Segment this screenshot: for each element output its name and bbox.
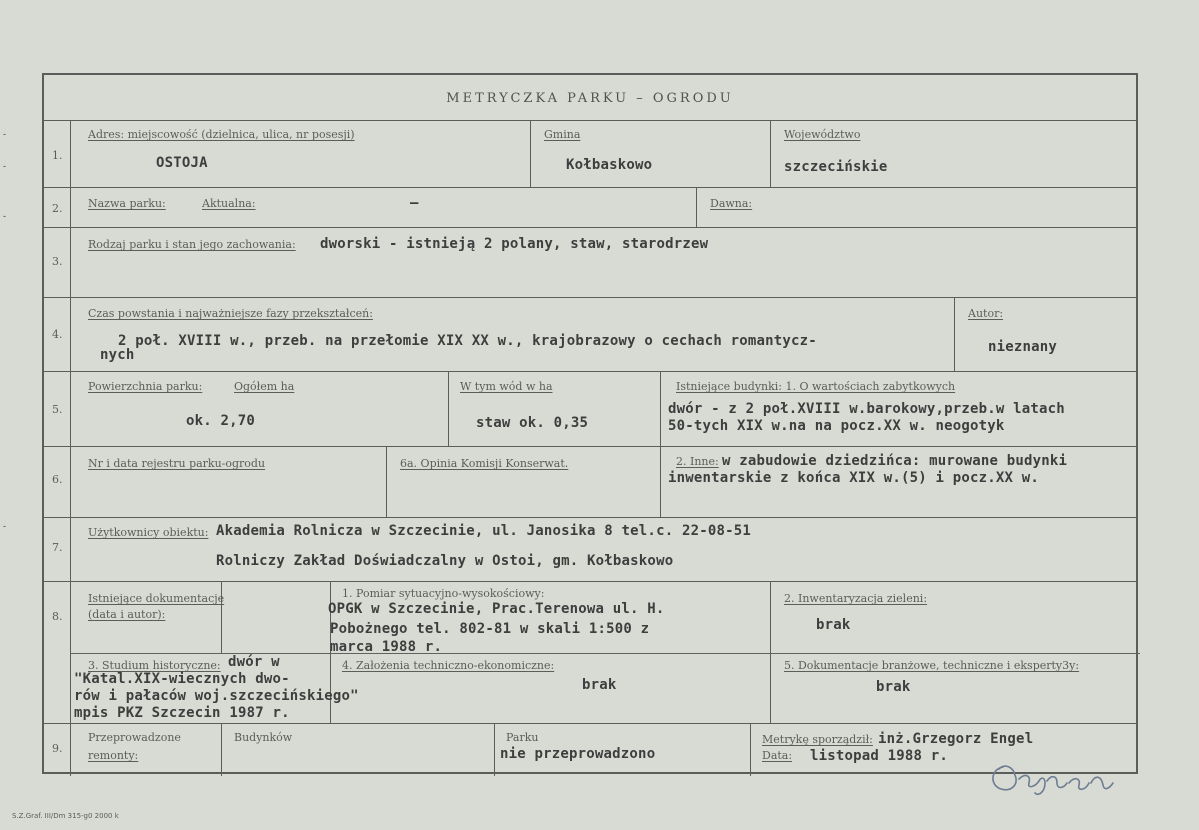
other-buildings-line-1: w zabudowie dziedzińca: murowane budynki	[722, 453, 1068, 469]
total-area-value: ok. 2,70	[186, 413, 256, 429]
tech-econ-value: brak	[582, 677, 617, 693]
row-divider	[44, 371, 1136, 372]
row-number: 2.	[52, 202, 63, 215]
number-column	[44, 121, 71, 776]
cell-divider	[386, 446, 387, 517]
current-name-value: –	[410, 195, 419, 211]
row-divider	[44, 517, 1136, 518]
row-number: 8.	[52, 610, 63, 623]
area-label: Powierzchnia parku:	[88, 380, 203, 393]
form-title: METRYCZKA PARKU – OGRODU	[44, 75, 1136, 121]
survey-line-1: OPGK w Szczecinie, Prac.Terenowa ul. H.	[328, 601, 665, 617]
row-divider	[44, 446, 1136, 447]
row-divider	[44, 187, 1136, 188]
history-value-line-2: nych	[100, 347, 135, 363]
voivodeship-value: szczecińskie	[784, 159, 888, 175]
history-value-line-1: 2 poł. XVIII w., przeb. na przełomie XIX XX w., krajobrazowy o cechach romantycz-	[118, 333, 817, 349]
historical-study-line-4: mpis PKZ Szczecin 1987 r.	[74, 705, 290, 721]
park-renovation-value: nie przeprowadzono	[500, 746, 656, 762]
row-divider	[44, 227, 1136, 228]
renovations-label-line-1: Przeprowadzone	[88, 731, 181, 744]
total-area-label: Ogółem ha	[234, 380, 295, 393]
survey-label: 1. Pomiar sytuacyjno-wysokościowy:	[342, 587, 545, 600]
renovations-label-line-2: remonty:	[88, 749, 139, 762]
margin-mark: -	[3, 130, 7, 140]
current-name-label: Aktualna:	[202, 197, 256, 210]
users-line-1: Akademia Rolnicza w Szczecinie, ul. Janosika 8 tel.c. 22-08-51	[216, 523, 751, 539]
cell-divider	[750, 723, 751, 776]
tech-econ-label: 4. Założenia techniczno-ekonomiczne:	[342, 659, 555, 672]
branch-docs-label: 5. Dokumentacje branżowe, techniczne i eksperty3y:	[784, 659, 1080, 672]
history-label: Czas powstania i najważniejsze fazy przekształceń:	[88, 307, 373, 320]
row-number: 1.	[52, 149, 63, 162]
cell-divider	[494, 723, 495, 776]
margin-mark: -	[3, 522, 7, 532]
docs-label-line-2: (data i autor):	[88, 608, 166, 621]
buildings-renovation-label: Budynków	[234, 731, 293, 744]
print-footer: S.Z.Graf. III/Dm 315-g0 2000 k	[12, 812, 119, 820]
users-label: Użytkownicy obiektu:	[88, 526, 209, 539]
cell-divider	[530, 121, 531, 187]
survey-line-2: Pobożnego tel. 802-81 w skali 1:500 z	[330, 621, 650, 637]
other-buildings-line-2: inwentarskie z końca XIX w.(5) i pocz.XX w.	[668, 470, 1040, 486]
historical-study-label: 3. Studium historyczne:	[88, 659, 221, 672]
cell-divider	[221, 723, 222, 776]
historical-study-line-2: "Katal.XIX-wiecznych dwo-	[74, 671, 290, 687]
row-number: 3.	[52, 255, 63, 268]
historic-buildings-line-1: dwór - z 2 poł.XVIII w.barokowy,przeb.w latach	[668, 401, 1065, 417]
greenery-value: brak	[816, 617, 851, 633]
date-label: Data:	[762, 749, 793, 762]
row-number: 5.	[52, 403, 63, 416]
row-number: 6.	[52, 473, 63, 486]
other-buildings-label: 2. Inne:	[676, 455, 719, 468]
row-divider	[44, 581, 1136, 582]
cell-divider	[770, 581, 771, 723]
row-divider	[44, 297, 1136, 298]
historic-buildings-label: Istniejące budynki: 1. O wartościach zabytkowych	[676, 380, 956, 393]
greenery-label: 2. Inwentaryzacja zieleni:	[784, 592, 928, 605]
park-renovation-label: Parku	[506, 731, 539, 744]
conservator-opinion-label: 6a. Opinia Komisji Konserwat.	[400, 457, 569, 470]
gmina-label: Gmina	[544, 128, 581, 141]
row-number: 9.	[52, 742, 63, 755]
park-name-label: Nazwa parku:	[88, 197, 166, 210]
row-number: 4.	[52, 328, 63, 341]
survey-line-3: marca 1988 r.	[330, 639, 443, 655]
park-type-value: dworski - istnieją 2 polany, staw, starodrzew	[320, 236, 709, 252]
margin-mark: -	[3, 162, 7, 172]
cell-divider	[954, 297, 955, 371]
cell-divider	[448, 371, 449, 446]
address-value: OSTOJA	[156, 155, 208, 171]
historical-study-line-1: dwór w	[228, 654, 280, 670]
historical-study-line-3: rów i pałaców woj.szczecińskiego"	[74, 688, 359, 704]
users-line-2: Rolniczy Zakład Doświadczalny w Ostoi, gm. Kołbaskowo	[216, 553, 674, 569]
author-value: nieznany	[988, 339, 1058, 355]
docs-label-line-1: Istniejące dokumentacje	[88, 592, 225, 605]
park-type-label: Rodzaj parku i stan jego zachowania:	[88, 238, 296, 251]
gmina-value: Kołbaskowo	[566, 157, 653, 173]
branch-docs-value: brak	[876, 679, 911, 695]
margin-mark: -	[3, 212, 7, 222]
prepared-by-value: inż.Grzegorz Engel	[878, 731, 1034, 747]
park-record-form	[42, 73, 1138, 774]
water-area-value: staw ok. 0,35	[476, 415, 589, 431]
address-label: Adres: miejscowość (dzielnica, ulica, nr posesji)	[88, 128, 355, 141]
date-value: listopad 1988 r.	[810, 748, 949, 764]
cell-divider	[660, 371, 661, 517]
signature-image	[985, 745, 1125, 805]
former-name-label: Dawna:	[710, 197, 753, 210]
row-divider	[44, 723, 1136, 724]
prepared-by-label: Metrykę sporządził:	[762, 733, 873, 746]
cell-divider	[770, 121, 771, 187]
water-area-label: W tym wód w ha	[460, 380, 553, 393]
voivodeship-label: Województwo	[784, 128, 861, 141]
historic-buildings-line-2: 50-tych XIX w.na na pocz.XX w. neogotyk	[668, 418, 1005, 434]
row-number: 7.	[52, 541, 63, 554]
author-label: Autor:	[968, 307, 1004, 320]
cell-divider	[696, 187, 697, 227]
register-label: Nr i data rejestru parku-ogrodu	[88, 457, 266, 470]
